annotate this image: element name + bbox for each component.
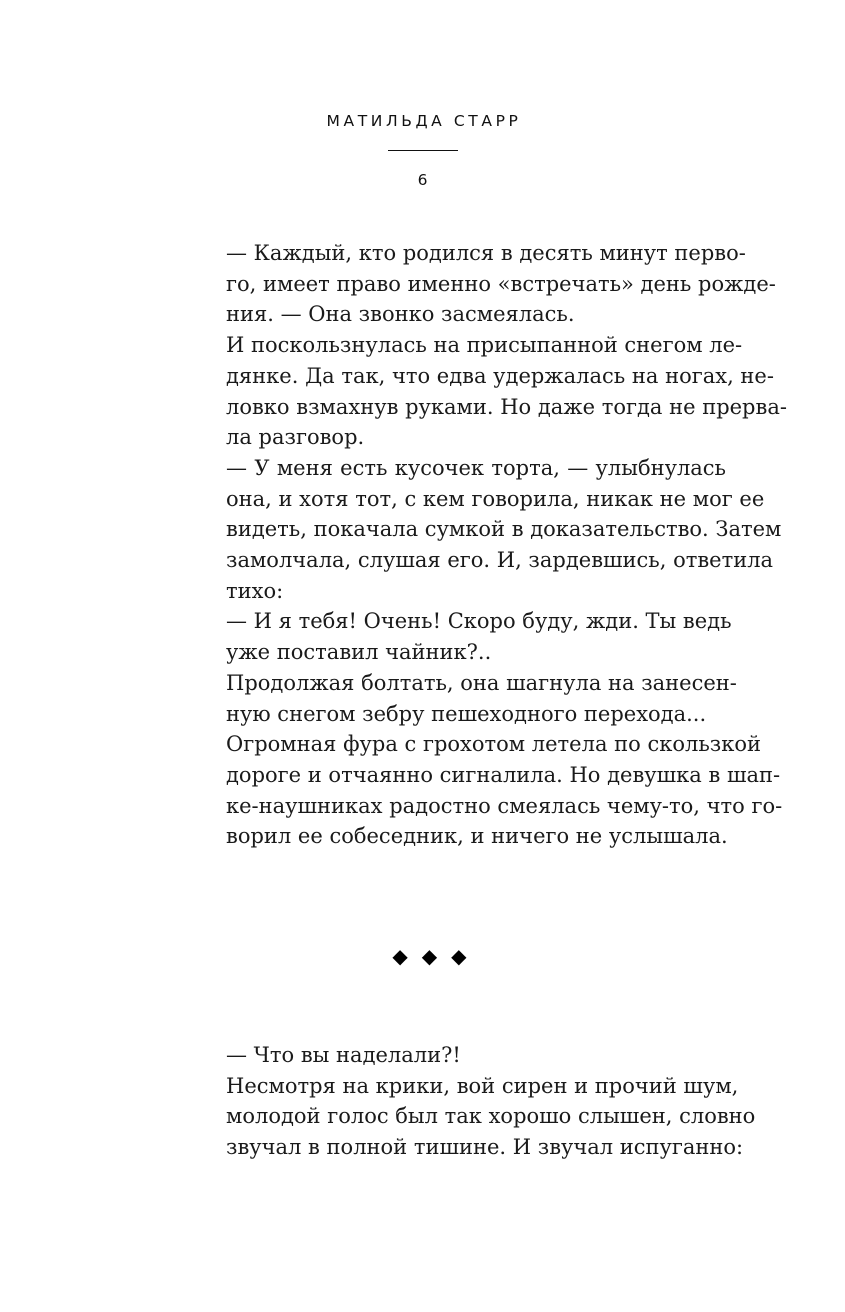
text-section-2 (196, 1040, 756, 1163)
section-separator-diamonds: ◆◆◆ (392, 944, 481, 968)
paragraph (196, 1071, 756, 1163)
text-section-1 (196, 238, 787, 852)
text-line: Несмотря на крики, вой сирен и прочий шум, (226, 1073, 739, 1098)
text-line: ния. — Она звонко засмеялась. (226, 302, 575, 327)
text-line: — Что вы наделали?! (226, 1043, 461, 1067)
text-line: го, имеет право именно «встречать» день рожде- (226, 271, 776, 296)
text-line: замолчала, слушая его. И, зардевшись, ответила (226, 548, 774, 573)
text-line: она, и хотя тот, с кем говорила, никак не мог ее (226, 486, 765, 511)
text-line: Продолжая болтать, она шагнула на занесен- (226, 670, 737, 695)
text-line: Огромная фура с грохотом летела по скользкой (226, 732, 761, 757)
paragraph (196, 453, 782, 607)
text-line: — У меня есть кусочек торта, — улыбнулась (226, 455, 726, 480)
paragraph (196, 606, 732, 667)
text-line: ке-наушниках радостно смеялась чему-то, что го- (226, 793, 783, 818)
paragraph (196, 668, 737, 729)
text-line: — Каждый, кто родился в десять минут перво- (226, 241, 746, 265)
paragraph (196, 729, 783, 852)
text-line: молодой голос был так хорошо слышен, словно (226, 1104, 756, 1129)
header-rule (388, 150, 458, 151)
text-line: — И я тебя! Очень! Скоро буду, жди. Ты ведь (226, 609, 732, 634)
text-line: И поскользнулась на присыпанной снегом ле- (226, 333, 743, 358)
text-line: дянке. Да так, что едва удержалась на ногах, не- (226, 363, 774, 388)
text-line: ловко взмахнув руками. Но даже тогда не прерва- (226, 394, 787, 419)
text-line: ную снегом зебру пешеходного перехода... (226, 701, 707, 726)
paragraph (196, 1040, 726, 1071)
text-line: дороге и отчаянно сигналила. Но девушка в шап- (226, 762, 781, 787)
text-line: ворил ее собеседник, и ничего не услышала. (226, 824, 728, 849)
text-line: уже поставил чайник?.. (226, 640, 492, 665)
text-line: тихо: (226, 578, 284, 603)
text-line: звучал в полной тишине. И звучал испуганно: (226, 1135, 744, 1160)
running-header (0, 112, 845, 189)
page-number: 6 (417, 171, 428, 189)
paragraph (196, 330, 787, 453)
text-line: ла разговор. (226, 425, 365, 450)
author-name: МАТИЛЬДА СТАРР (326, 112, 522, 130)
paragraph (196, 238, 776, 330)
text-line: видеть, покачала сумкой в доказательство. Затем (226, 517, 782, 542)
